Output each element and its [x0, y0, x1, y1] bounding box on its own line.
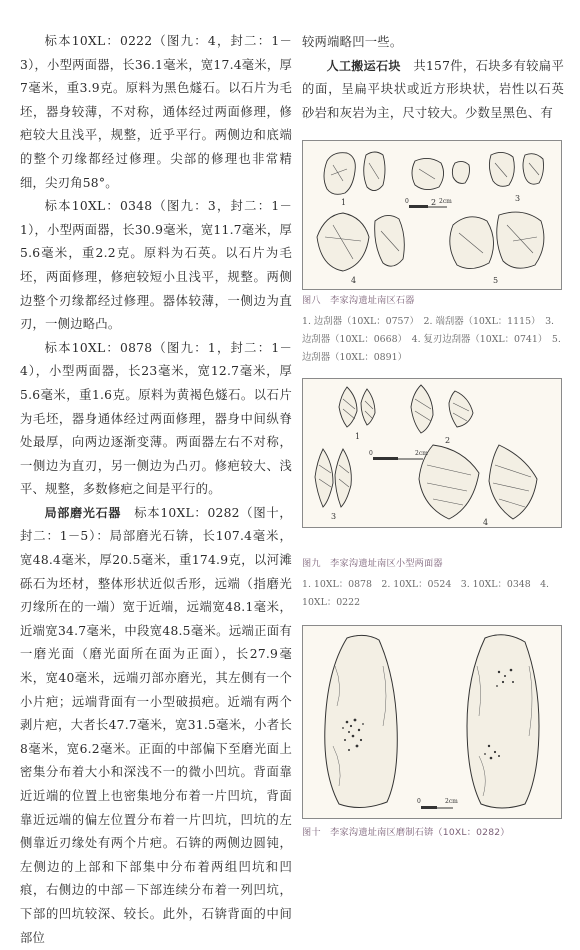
figure-9-title: 图九 李家沟遗址南区小型两面器: [302, 558, 443, 569]
fig9-label-2: 2: [445, 436, 451, 445]
figure-9-drawing: [303, 379, 561, 527]
paragraph-specimen-0878: 标本10XL：0878（图九：1，封二：1－4），小型两面器，长23毫米，宽12.7毫米，厚5.6毫米，重1.6克。原料为黄褐色燧石。以石片为毛坯，器身通体经过两面修理，器身中间纵脊处最厚，向两边逐渐变薄。两面器左右不对称，一侧边为直刃，另一侧边为凸刃。修疤较大、浅平、规整，多数修疤之间是平行的。: [20, 340, 292, 497]
biface-3b: [335, 449, 351, 507]
figure-8-drawing: [303, 141, 561, 289]
svg-text:2cm: 2cm: [445, 798, 458, 805]
paragraph-polished-tool-text: 标本10XL：0282（图十，封二：1－5）：局部磨光石锛，长107.4毫米，宽48.4毫米，厚20.5毫米，重174.9克，以河滩砾石为坯材，整体形状近似舌形，远端（指磨光刃缘所在的一端）宽于近端，远端宽48.1毫米，近端宽34.7毫米，中段宽48.5毫米。远端正面有一磨光面（磨光面所在面为正面），长27.9毫米，宽40毫米，远端刃部亦磨光，其左侧有一个小片疤；远端背面有一小型破损疤。近端有两个剥片疤，大者长47.7毫米，宽31.5毫米，小者长8毫米，宽6.2毫米。正面的中部偏下至磨光面上密集分布着大小和深浅不一的微小凹坑。背面靠近近端的位置上也密集地分布着一片凹坑，背面靠近远端的偏左位置分布着一片凹坑，凹坑的左侧靠近刃缘处有两个片疤。石锛的两侧边圆钝，左侧边的上部和下部集中分布着两组凹坑和凹痕，右侧边的中部－下部连续分布着一列凹坑，下部的凹坑较深、较长。此外，石锛背面的中间部位: [20, 505, 292, 945]
artifact-1a: [324, 153, 355, 195]
paragraph-specimen-0348: 标本10XL：0348（图九：3，封二：1－1），小型两面器，长30.9毫米，宽11.7毫米，厚5.6毫米，重2.2克。原料为石英。以石片为毛坯，两面修理，修疤较短小且浅平，规整。两侧边整个刃缘都经过修理。器体较薄，一侧边为直刃，一侧边略凸。: [20, 199, 292, 332]
svg-text:0: 0: [417, 798, 421, 805]
adze-back: [467, 635, 539, 808]
biface-3a: [315, 449, 333, 507]
figure-10-panel: [302, 625, 562, 819]
artifact-3b: [523, 154, 544, 184]
artifact-2b: [452, 161, 469, 183]
svg-text:0: 0: [369, 450, 373, 457]
figure-8-title: 图八 李家沟遗址南区石器: [302, 295, 415, 306]
biface-4a: [419, 445, 479, 519]
adze-front: [325, 635, 398, 807]
fig8-label-3: 3: [515, 194, 521, 203]
section-keyword: 人工搬运石块: [326, 58, 401, 73]
fig8-label-1: 1: [341, 198, 347, 207]
figure-8-panel: [302, 140, 562, 290]
fig9-label-3: 3: [331, 512, 337, 521]
paragraph-continued: 较两端略凹一些。: [302, 35, 403, 49]
fig8-label-2: 2: [431, 198, 437, 207]
fig8-label-5: 5: [493, 276, 499, 285]
artifact-2a: [412, 158, 444, 189]
artifact-5b: [497, 212, 544, 268]
figure-10-caption-block: [302, 825, 564, 841]
fig10-scale-bar: [417, 798, 458, 809]
biface-4b: [489, 445, 537, 519]
artifact-3a: [489, 152, 514, 186]
figure-9-caption-block: [302, 556, 564, 612]
figure-8-caption-block: [302, 293, 564, 367]
paragraph-transported-stones: 人工搬运石块 共157件，石块多有较扁平的面，呈扁平块状或近方形块状，岩性以石英砂岩和灰岩为主，尺寸较大。少数呈黑色、有: [302, 58, 564, 120]
paragraph-polished-tool: [20, 502, 292, 950]
figure-8-caption: 1. 边刮器（10XL：0757） 2. 端刮器（10XL：1115） 3. 边刮器（10XL：0668） 4. 复刃边刮器（10XL：0741） 5. 边刮器（10XL：0891）: [302, 315, 561, 363]
section-keyword: 局部磨光石器: [44, 505, 122, 520]
biface-2b: [449, 391, 473, 427]
fig8-label-4: 4: [351, 276, 357, 285]
figure-10-title: 图十 李家沟遗址南区磨制石锛（10XL：0282）: [302, 827, 510, 838]
biface-1a: [339, 387, 357, 427]
fig9-scale-bar: [369, 450, 428, 460]
fig9-label-1: 1: [355, 432, 361, 441]
svg-text:2cm: 2cm: [439, 198, 452, 205]
artifact-5a: [450, 217, 494, 269]
figure-9-caption: 1. 10XL：0878 2. 10XL：0524 3. 10XL：0348 4. 10XL：0222: [302, 578, 550, 608]
right-column-text: [302, 31, 564, 125]
svg-text:2cm: 2cm: [415, 450, 428, 457]
biface-1b: [361, 389, 375, 425]
biface-2a: [411, 385, 433, 433]
figure-9-panel: [302, 378, 562, 528]
svg-text:0: 0: [405, 198, 409, 205]
figure-10-drawing: [303, 626, 561, 818]
fig8-scale-bar: [405, 198, 452, 208]
paragraph-specimen-0222: 标本10XL：0222（图九：4，封二：1－3），小型两面器，长36.1毫米，宽17.4毫米，厚7毫米，重3.9克。原料为黑色燧石。以石片为毛坯，器身较薄，不对称，通体经过两面修理，修疤较大且浅平，规整，近乎平行。两侧边和底端的整个刃缘都经过修理。尖部的修理也非常精细，尖刃角58°。: [20, 34, 292, 190]
fig9-label-4: 4: [483, 518, 489, 527]
left-column: [20, 30, 292, 950]
